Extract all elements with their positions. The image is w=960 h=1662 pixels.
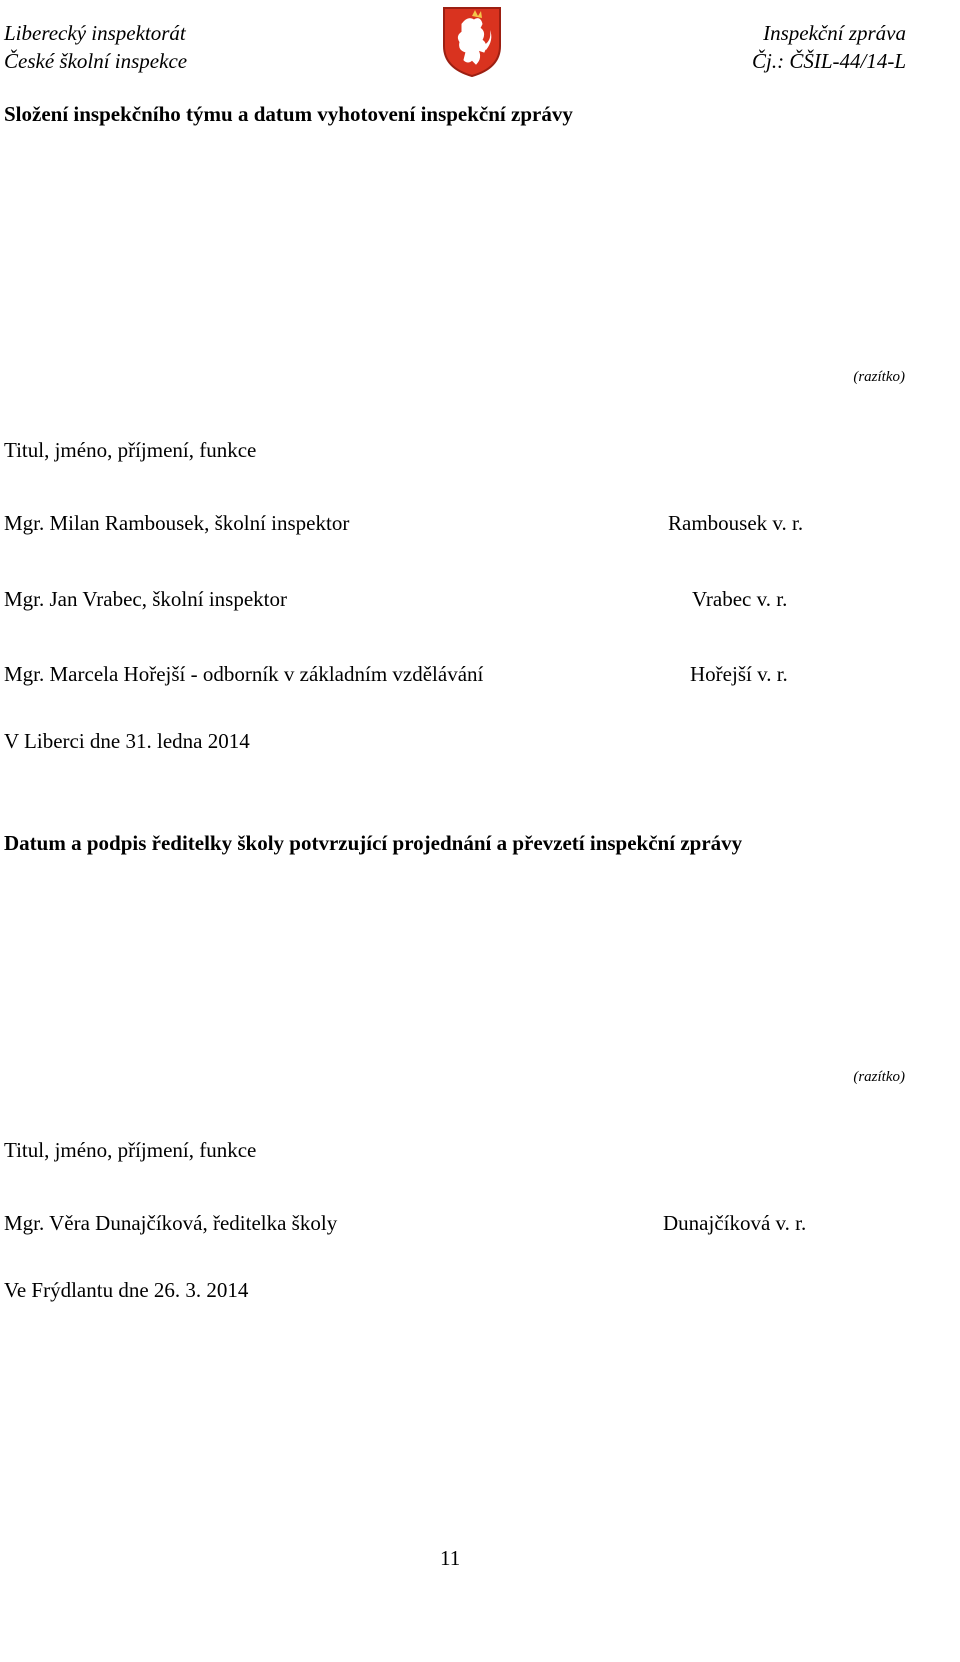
member-name: Mgr. Milan Rambousek, školní inspektor (4, 511, 350, 535)
section1-title: Složení inspekčního týmu a datum vyhotovení inspekční zprávy (4, 102, 573, 126)
section2-place-date: Ve Frýdlantu dne 26. 3. 2014 (4, 1278, 249, 1302)
page-number: 11 (440, 1546, 461, 1570)
section2-title: Datum a podpis ředitelky školy potvrzující projednání a převzetí inspekční zprávy (4, 831, 743, 855)
header-right-line1: Inspekční zpráva (763, 21, 906, 45)
member-name: Mgr. Jan Vrabec, školní inspektor (4, 587, 287, 611)
director-signature: Dunajčíková v. r. (663, 1211, 807, 1235)
header-right-line2: Čj.: ČŠIL-44/14-L (751, 49, 906, 73)
member-signature: Hořejší v. r. (690, 662, 788, 686)
member-name: Mgr. Marcela Hořejší - odborník v základním vzdělávání (4, 662, 484, 686)
member-signature: Rambousek v. r. (668, 511, 804, 535)
header-left-line2: České školní inspekce (4, 49, 188, 73)
section2-column-label: Titul, jméno, příjmení, funkce (4, 1138, 257, 1162)
section1-column-label: Titul, jméno, příjmení, funkce (4, 438, 257, 462)
member-signature: Vrabec v. r. (692, 587, 788, 611)
czech-lion-emblem-icon (442, 6, 502, 78)
section1-stamp-label: (razítko) (853, 369, 905, 385)
section2-stamp-label: (razítko) (853, 1069, 905, 1085)
section1-place-date: V Liberci dne 31. ledna 2014 (4, 729, 250, 753)
director-name: Mgr. Věra Dunajčíková, ředitelka školy (4, 1211, 338, 1235)
header-left-line1: Liberecký inspektorát (4, 21, 186, 45)
